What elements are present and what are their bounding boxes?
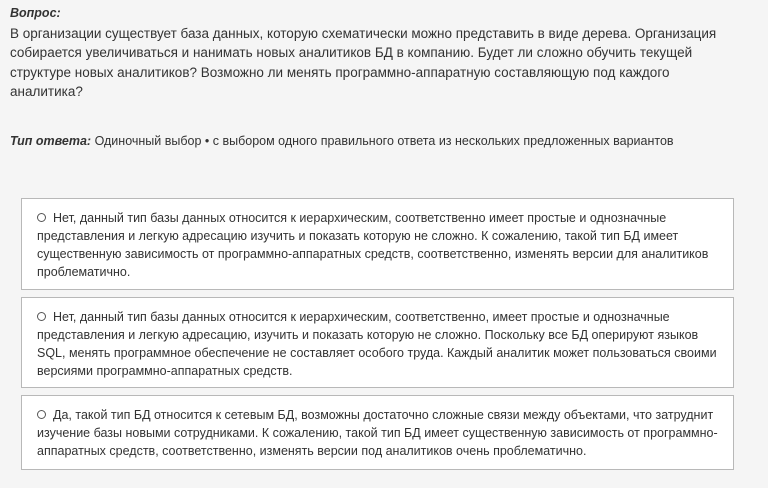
answer-option-text [37, 308, 721, 380]
answer-option-2[interactable] [21, 297, 734, 388]
answer-option-label: Да, такой тип БД относится к сетевым БД, возможны достаточно сложные связи между объектами, что затруднит изучение базы новыми сотрудниками. К сожалению, такой тип БД имеет существенную зависимость от программно-аппаратных средств, соответственно, изменять версии под аналитиков очень проблематично. [37, 408, 718, 458]
answer-option-label: Нет, данный тип базы данных относится к иерархическим, соответственно имеет простые и однозначные представления и легкую адресацию изучить и показать которую не сложно. К сожалению, такой тип БД имеет существенную зависимость от программно-аппаратных средств, соответственно, изменять версии для аналитиков проблематично. [37, 211, 709, 279]
answer-option-text [37, 209, 721, 281]
radio-button[interactable] [37, 410, 46, 419]
answer-type [10, 133, 674, 149]
answer-option-text [37, 406, 721, 460]
answer-option-label: Нет, данный тип базы данных относится к иерархическим, соответственно, имеет простые и однозначные представления и легкую адресацию, изучить и показать которую не сложно. Поскольку все БД оперируют языков SQL, менять программное обеспечение не составляет особого труда. Каждый аналитик может пользоваться своими версиями программно-аппаратных средств. [37, 310, 717, 378]
answer-type-label: Тип ответа: [10, 134, 92, 148]
question-label: Вопрос: [10, 6, 61, 20]
answer-option-3[interactable] [21, 395, 734, 470]
radio-button[interactable] [37, 213, 46, 222]
answer-option-1[interactable] [21, 198, 734, 290]
answer-type-value: Одиночный выбор • с выбором одного правильного ответа из нескольких предложенных вариантов [94, 134, 674, 148]
question-text: В организации существует база данных, которую схематически можно представить в виде дерева. Организация собирается увеличиваться и нанимать новых аналитиков БД в компанию. Будет ли сложно обучить текущей структуре новых аналитиков? Возможно ли менять программно-аппаратную составляющую под каждого аналитика? [10, 26, 717, 99]
radio-button[interactable] [37, 312, 46, 321]
